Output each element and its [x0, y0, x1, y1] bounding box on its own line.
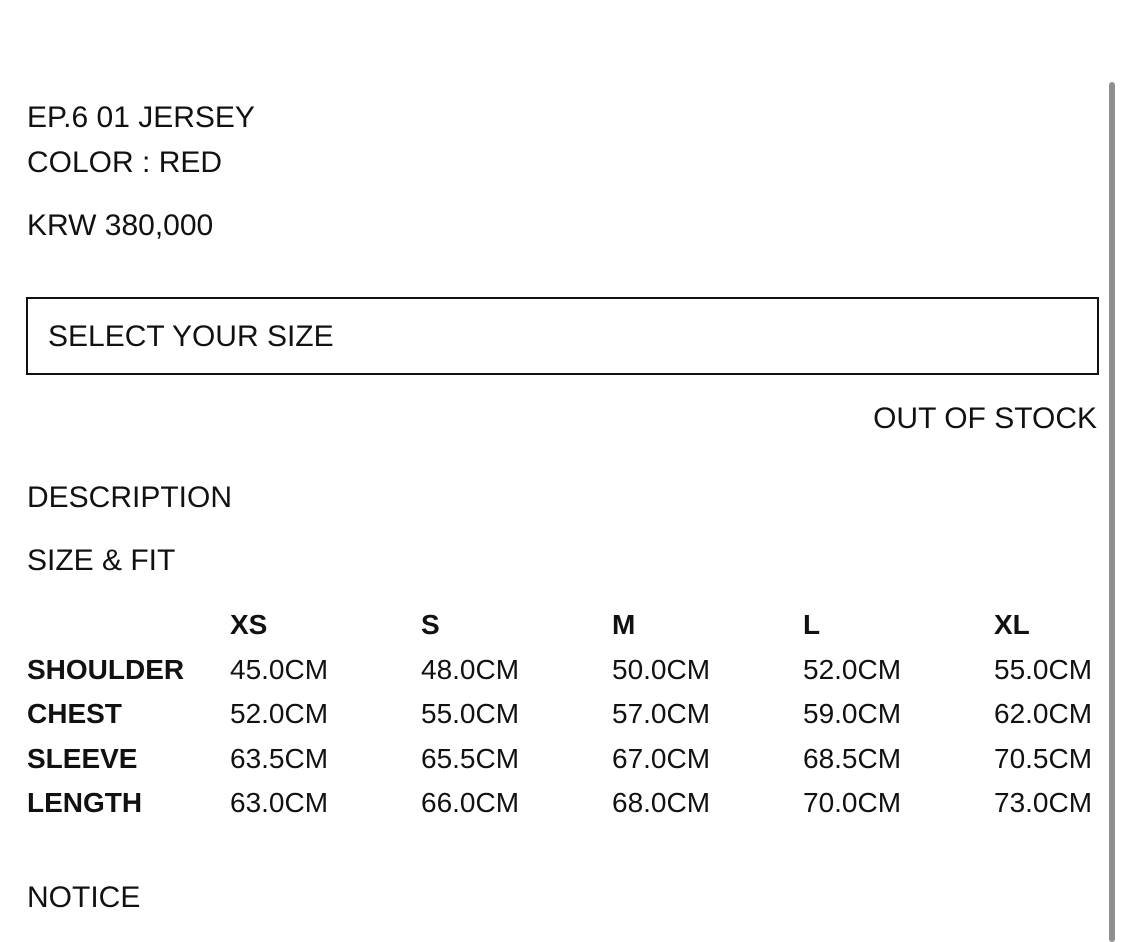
- measurement-value: 70.5CM: [994, 742, 1093, 774]
- measurement-value: 67.0CM: [612, 742, 711, 774]
- measurement-value: 63.5CM: [230, 742, 329, 774]
- measurement-value: 55.0CM: [994, 653, 1093, 685]
- table-row: [27, 781, 1104, 826]
- product-color: COLOR : RED: [27, 146, 223, 179]
- description-toggle[interactable]: DESCRIPTION: [27, 481, 233, 514]
- product-price: KRW 380,000: [27, 209, 214, 242]
- table-row: [27, 648, 1104, 693]
- size-fit-toggle[interactable]: SIZE & FIT: [27, 544, 176, 577]
- measurement-value: 55.0CM: [421, 698, 520, 730]
- size-table-header-row: [27, 603, 1104, 648]
- size-select-dropdown[interactable]: [26, 297, 1099, 375]
- size-header: S: [421, 609, 440, 641]
- size-header: M: [612, 609, 636, 641]
- measurement-value: 68.0CM: [612, 787, 711, 819]
- measurement-value: 66.0CM: [421, 787, 520, 819]
- measurement-value: 50.0CM: [612, 653, 711, 685]
- table-row: [27, 692, 1104, 737]
- measurement-value: 70.0CM: [803, 787, 902, 819]
- measurement-value: 48.0CM: [421, 653, 520, 685]
- notice-toggle[interactable]: NOTICE: [27, 881, 141, 914]
- measurement-label: LENGTH: [27, 787, 143, 819]
- measurement-value: 62.0CM: [994, 698, 1093, 730]
- product-title: EP.6 01 JERSEY: [27, 101, 255, 134]
- size-header: XL: [994, 609, 1030, 641]
- measurement-value: 68.5CM: [803, 742, 902, 774]
- measurement-value: 52.0CM: [230, 698, 329, 730]
- measurement-value: 52.0CM: [803, 653, 902, 685]
- measurement-value: 73.0CM: [994, 787, 1093, 819]
- size-header: L: [803, 609, 821, 641]
- measurement-value: 59.0CM: [803, 698, 902, 730]
- size-table: [27, 603, 1104, 826]
- measurement-value: 65.5CM: [421, 742, 520, 774]
- table-row: [27, 737, 1104, 782]
- size-header: XS: [230, 609, 268, 641]
- measurement-value: 45.0CM: [230, 653, 329, 685]
- measurement-value: 63.0CM: [230, 787, 329, 819]
- measurement-value: 57.0CM: [612, 698, 711, 730]
- scrollbar[interactable]: [1109, 82, 1115, 942]
- measurement-label: SHOULDER: [27, 653, 185, 685]
- measurement-label: SLEEVE: [27, 742, 138, 774]
- size-select-label: SELECT YOUR SIZE: [48, 320, 334, 353]
- stock-status: OUT OF STOCK: [873, 402, 1097, 435]
- measurement-label: CHEST: [27, 698, 122, 730]
- size-table-corner: [27, 603, 230, 648]
